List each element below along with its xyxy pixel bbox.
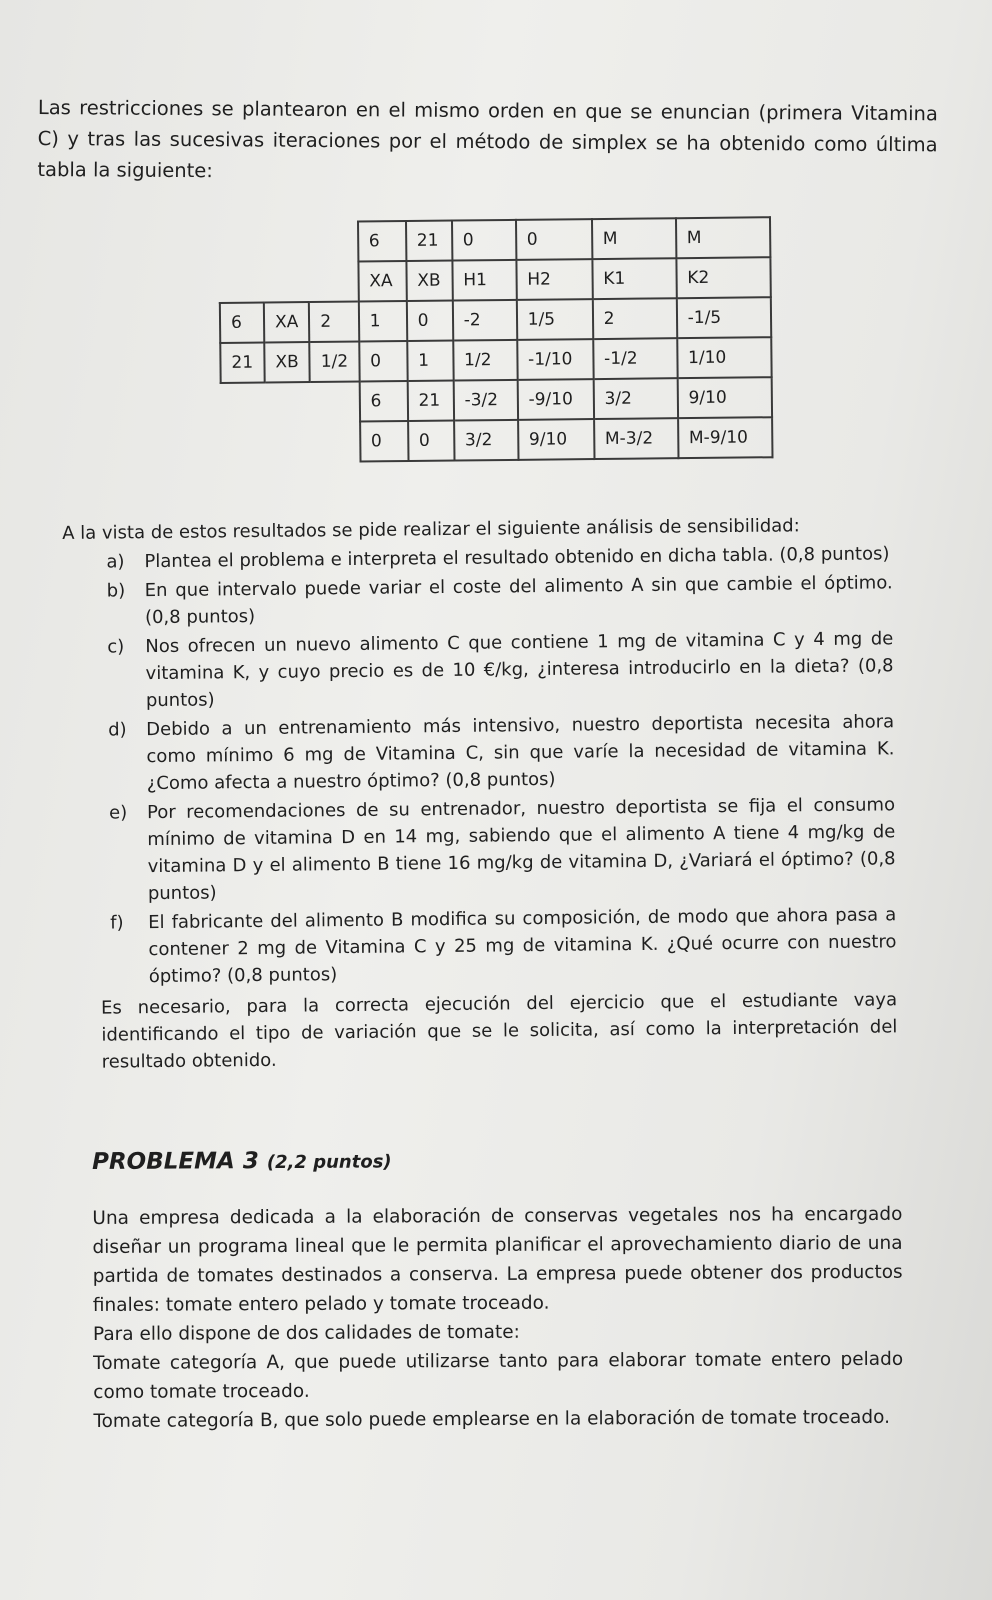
question-text: Plantea el problema e interpreta el resultado obtenido en dicha tabla. (0,8 puntos) [144,543,890,573]
table-row [220,297,771,343]
question-marker: d) [108,719,127,741]
table-cell: -2 [453,300,517,341]
table-cell: M [676,217,770,258]
simplex-table [218,216,773,464]
table-cell: 3/2 [454,420,518,461]
problem-points: (2,2 puntos) [266,1151,392,1174]
analysis-lead: A la vista de estos resultados se pide realizar el siguiente análisis de sensibilidad: [62,515,800,544]
table-cell: 6 [358,221,406,262]
question-list [62,540,897,991]
table-cell: M-9/10 [678,417,772,458]
question-marker: e) [108,802,128,824]
table-cell: -1/5 [676,297,770,338]
table-cell: XA [358,261,406,302]
reduced-cost-row [221,417,772,463]
problem-3-section [92,1144,903,1436]
table-cell: 1/5 [517,299,593,340]
table-cell: 0 [516,219,592,260]
table-cell: -1/10 [517,339,593,380]
variable-header-row [219,257,770,303]
question-item [66,901,897,991]
table-cell: -1/2 [593,338,677,379]
intro-paragraph: Las restricciones se plantearon en el mismo orden en que se enuncian (primera Vitamina C) y tras las sucesivas iteraciones por el método de simplex se ha obtenido como última tabla la siguiente: [37,95,938,183]
table-cell: H1 [452,260,516,301]
table-cell: 0 [360,421,408,462]
table-cell: 1/10 [677,337,771,378]
table-cell: XB [406,261,452,301]
table-cell: 1 [359,301,407,342]
question-text: Nos ofrecen un nuevo alimento C que contiene 1 mg de vitamina C y 4 mg de vitamina K, y cuyo precio es de 10 €/kg, ¿interesa introducirlo en la dieta? (0,8 puntos) [145,628,894,712]
question-text: Por recomendaciones de su entrenador, nuestro deportista se fija el consumo mínimo de vitamina D en 14 mg, sabiendo que el alimento A tiene 4 mg/kg de vitamina D y el alimento B tiene 16 mg/kg de vitamina D, ¿Variará el óptimo? (0,8 puntos) [146,794,896,905]
table-cell: 21 [220,343,264,383]
intro-section [37,92,938,191]
table-cell: -9/10 [517,379,593,420]
table-cell: K1 [592,258,676,299]
table-cell: 0 [408,421,454,461]
question-text: El fabricante del alimento B modifica su composición, de modo que ahora pasa a contener 2 mg de Vitamina C y 25 mg de vitamina K. ¿Qué ocurre con nuestro óptimo? (0,8 puntos) [148,904,897,988]
table-cell: 6 [220,303,264,343]
question-marker: a) [106,551,125,573]
table-cell: 6 [359,381,407,422]
table-cell: M-3/2 [594,418,678,459]
table-cell: 9/10 [677,377,771,418]
problem-paragraph: Tomate categoría A, que puede utilizarse tanto para elaborar tomate entero pelado como tomate troceado. [93,1348,904,1403]
z-row [221,377,772,423]
table-cell: 0 [452,220,516,261]
question-text: En que intervalo puede variar el coste del alimento A sin que cambie el óptimo. (0,8 puntos) [144,572,893,629]
question-item [63,569,894,632]
question-item [64,708,895,798]
table-cell: H2 [516,259,592,300]
question-text: Debido a un entrenamiento más intensivo, nuestro deportista necesita ahora como mínimo 6 mg de Vitamina C, sin que varíe la necesidad de vitamina K. ¿Como afecta a nuestro óptimo? (0,8 puntos) [146,711,895,795]
cost-header-row [219,217,770,263]
analysis-closing: Es necesario, para la correcta ejecución del ejercicio que el estudiante vaya identificando el tipo de variación que se le solicita, así como la interpretación del resultado obtenido. [101,989,898,1073]
table-cell: 3/2 [593,378,677,419]
question-marker: c) [107,636,125,658]
table-cell: XB [264,342,310,382]
question-marker: f) [110,912,124,934]
table-cell: 21 [406,221,452,261]
table-cell: 1 [407,341,453,381]
table-row [220,337,771,383]
sensitivity-analysis-section [62,511,898,1076]
table-cell: 0 [359,341,407,382]
problem-paragraph: Para ello dispone de dos calidades de tomate: [92,1321,520,1345]
table-cell: XA [264,302,310,342]
table-cell: K2 [676,257,770,298]
table-cell: 1/2 [453,340,517,381]
table-cell: 2 [309,302,359,343]
table-cell: M [592,218,676,259]
problem-title [92,1144,902,1178]
question-item [65,791,896,908]
table-cell: 1/2 [310,342,360,383]
table-cell: 0 [407,301,453,341]
question-item [63,625,894,715]
table-cell: 2 [592,298,676,339]
table-cell: 21 [407,381,453,421]
question-marker: b) [106,580,126,602]
table-cell: -3/2 [453,380,517,421]
table-cell: 9/10 [518,419,594,460]
problem-paragraph: Tomate categoría B, que solo puede emplearse en la elaboración de tomate troceado. [93,1406,891,1432]
problem-title-text: PROBLEMA 3 [92,1148,259,1175]
problem-paragraph: Una empresa dedicada a la elaboración de conservas vegetales nos ha encargado diseñar un programa lineal que le permita planificar el aprovechamiento diario de una partida de tomates destinados a conserva. La empresa puede obtener dos productos finales: tomate entero pelado y tomate troceado. [92,1203,903,1316]
